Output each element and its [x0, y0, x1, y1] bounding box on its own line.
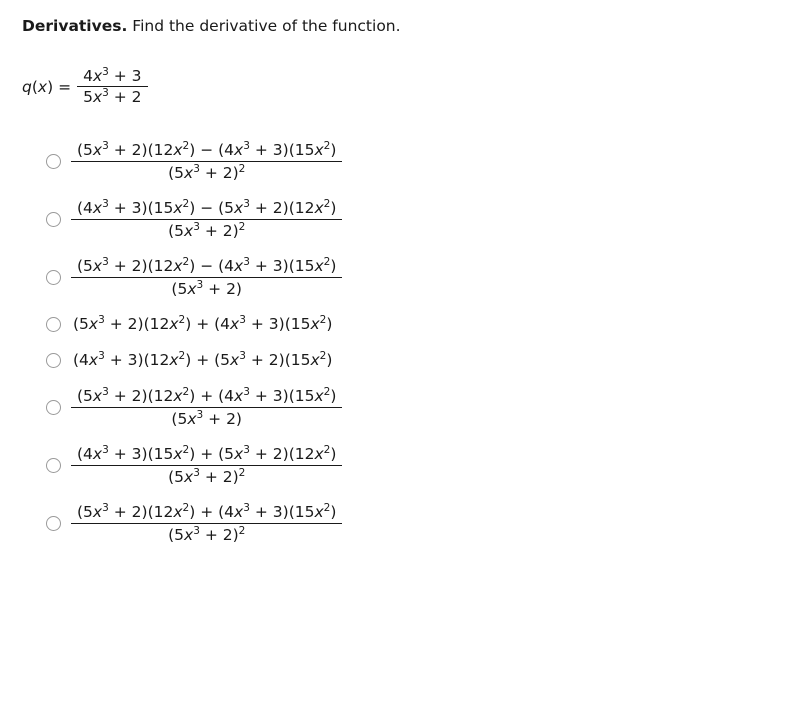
option-2-numerator: $(4x^3 + 3)(15x^2) - (5x^3 + 2)(12x^2)$ [77, 197, 337, 217]
option-6-content [71, 385, 342, 430]
option-1-fraction [71, 139, 342, 184]
option-5[interactable] [46, 343, 790, 377]
option-1-content [71, 139, 342, 184]
radio-button-icon[interactable] [46, 317, 61, 332]
option-8[interactable] [46, 495, 790, 551]
option-8-content [71, 501, 342, 546]
option-2-fraction [71, 197, 342, 242]
option-1[interactable] [46, 133, 790, 189]
radio-button-icon[interactable] [46, 270, 61, 285]
option-7-content [71, 443, 342, 488]
prompt-text: Find the derivative of the function. [127, 17, 401, 35]
option-2-content [71, 197, 342, 242]
radio-button-icon[interactable] [46, 154, 61, 169]
option-8-fraction [71, 501, 342, 546]
option-6[interactable] [46, 379, 790, 435]
option-2-denominator: $(5x^3 + 2)^2$ [168, 220, 246, 240]
radio-button-icon[interactable] [46, 353, 61, 368]
option-6-numerator: $(5x^3 + 2)(12x^2) + (4x^3 + 3)(15x^2)$ [77, 385, 337, 405]
option-7-denominator: $(5x^3 + 2)^2$ [168, 466, 246, 486]
question-expression [22, 66, 790, 107]
option-3[interactable] [46, 249, 790, 305]
page-title [22, 16, 790, 36]
option-8-denominator: $(5x^3 + 2)^2$ [168, 524, 246, 544]
option-3-denominator: $(5x^3 + 2)$ [171, 278, 242, 298]
option-1-numerator: $(5x^3 + 2)(12x^2) - (4x^3 + 3)(15x^2)$ [77, 139, 337, 159]
radio-button-icon[interactable] [46, 516, 61, 531]
answer-options [46, 133, 790, 551]
option-3-content [71, 255, 342, 300]
option-3-numerator: $(5x^3 + 2)(12x^2) - (4x^3 + 3)(15x^2)$ [77, 255, 337, 275]
question-numerator: $4x^3 + 3$ [83, 65, 142, 85]
radio-button-icon[interactable] [46, 212, 61, 227]
option-7-fraction [71, 443, 342, 488]
option-5-content: $(4x^3 + 3)(12x^2) + (5x^3 + 2)(15x^2)$ [73, 349, 333, 369]
option-6-denominator: $(5x^3 + 2)$ [171, 408, 242, 428]
option-1-denominator: $(5x^3 + 2)^2$ [168, 162, 246, 182]
function-label: q(x) = [22, 77, 72, 96]
option-4-content: $(5x^3 + 2)(12x^2) + (4x^3 + 3)(15x^2)$ [73, 313, 333, 333]
radio-button-icon[interactable] [46, 400, 61, 415]
option-3-fraction [71, 255, 342, 300]
option-7-numerator: $(4x^3 + 3)(15x^2) + (5x^3 + 2)(12x^2)$ [77, 443, 337, 463]
radio-button-icon[interactable] [46, 458, 61, 473]
option-2[interactable] [46, 191, 790, 247]
prompt-lead: Derivatives. [22, 17, 128, 35]
option-4[interactable] [46, 307, 790, 341]
option-8-numerator: $(5x^3 + 2)(12x^2) + (4x^3 + 3)(15x^2)$ [77, 501, 337, 521]
option-6-fraction [71, 385, 342, 430]
question-denominator: $5x^3 + 2$ [83, 86, 142, 106]
question-fraction [77, 66, 147, 107]
option-7[interactable] [46, 437, 790, 493]
